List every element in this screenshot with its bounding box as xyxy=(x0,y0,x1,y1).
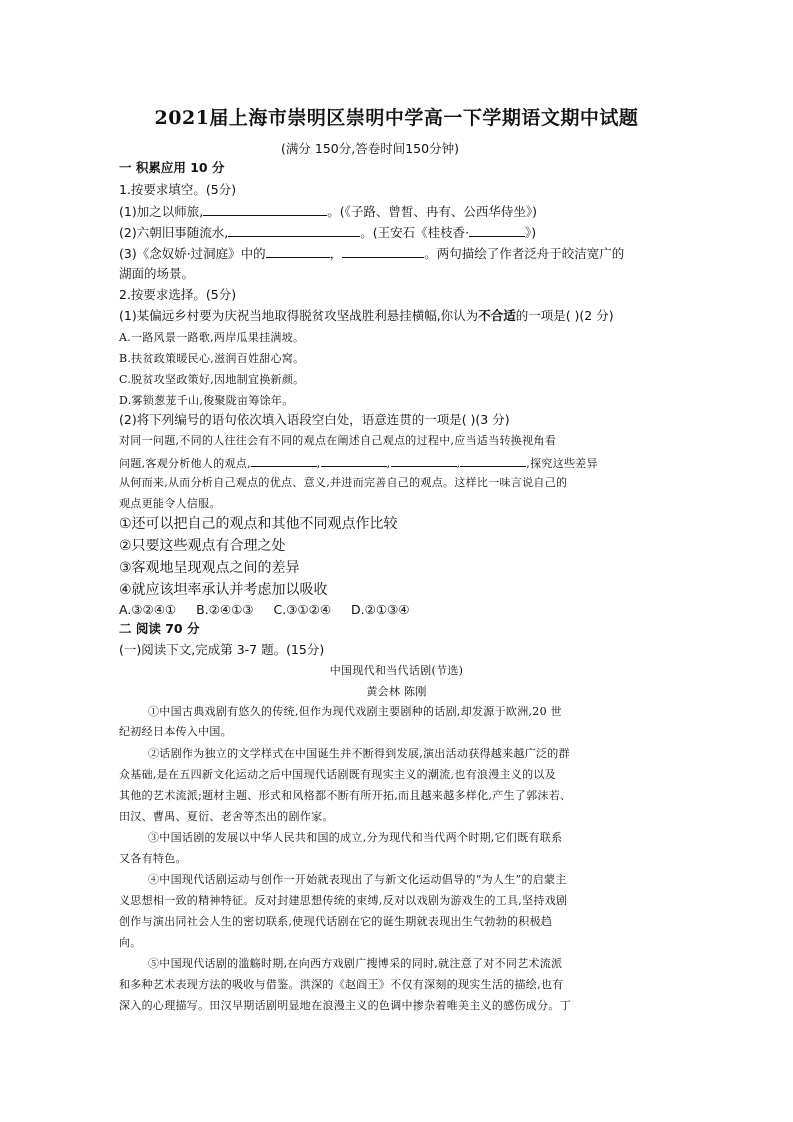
q2-sub2-stem: (2)将下列编号的语句依次填入语段空白处，语意连贯的一项是( )(3 分) xyxy=(119,412,510,427)
sentence-3: ③客观地呈现观点之间的差异 xyxy=(119,560,300,576)
article-paragraph-line: 田汉、曹禺、夏衍、老舍等杰出的剧作家。 xyxy=(119,810,334,823)
q1-item3-mid: ， xyxy=(329,246,343,261)
choice-b: B.②④①③ xyxy=(196,602,254,617)
page-subtitle: (满分 150分,答卷时间150分钟) xyxy=(281,141,459,156)
article-title: 中国现代和当代话剧(节选) xyxy=(329,664,464,677)
answer-blank[interactable] xyxy=(228,224,360,237)
q1-item3-post: 。两句描绘了作者泛舟于皎洁宽广的 xyxy=(424,246,625,261)
article-paragraph-line: 和多种艺术表现方法的吸收与借鉴。洪深的《赵阎王》不仅有深刻的现实生活的描绘,也有 xyxy=(119,978,564,991)
article-paragraph-line: 创作与演出同社会人生的密切联系,使现代话剧在它的诞生期就表现出生气勃勃的积极趋 xyxy=(119,915,553,928)
part1-stem: (一)阅读下文,完成第 3-7 题。(15分) xyxy=(119,642,325,657)
q1-stem: 1.按要求填空。(5分) xyxy=(119,182,237,197)
q2-sub1-option-b: B.扶贫政策暖民心,滋润百姓甜心窝。 xyxy=(119,352,305,365)
q2-sub1-pre: (1)某偏远乡村要为庆祝当地取得脱贫攻坚战胜利悬挂横幅,你认为 xyxy=(119,308,479,323)
q1-item3-pre: (3)《念奴娇·过洞庭》中的 xyxy=(119,246,266,261)
q1-item2-post2: 》) xyxy=(525,225,537,240)
q2-stem: 2.按要求选择。(5分) xyxy=(119,287,237,302)
page-title: 2021届上海市崇明区崇明中学高一下学期语文期中试题 xyxy=(154,107,639,129)
q2-sub1-emphasis: 不合适 xyxy=(478,308,516,323)
article-paragraph-line: 众基础,是在五四新文化运动之后中国现代话剧既有现实主义的潮流,也有浪漫主义的以及 xyxy=(119,768,556,781)
article-paragraph-line: ①中国古典戏剧有悠久的传统,但作为现代戏剧主要剧种的话剧,却发源于欧洲,20 世 xyxy=(148,705,562,718)
q2-sub1-option-a: A.一路风景一路歌,两岸瓜果挂满坡。 xyxy=(119,331,305,344)
article-paragraph-line: 向。 xyxy=(119,936,142,949)
q1-item2-pre: (2)六朝旧事随流水, xyxy=(119,225,229,240)
q2-sub1-option-d: D.雾锁葱茏千山,俊聚陇亩筹馀年。 xyxy=(119,394,294,407)
choice-c: C.③①②④ xyxy=(273,602,332,617)
answer-blank[interactable] xyxy=(391,454,457,467)
answer-blank[interactable] xyxy=(460,454,526,467)
q1-item1 xyxy=(119,203,537,220)
article-paragraph-line: 义思想相一致的精神特征。反对封建思想传统的束缚,反对以戏剧为游戏生的工具,坚持戏剧 xyxy=(119,894,568,907)
choice-a: A.③②④① xyxy=(119,602,177,617)
q2-sub1-option-c: C.脱贫攻坚政策好,因地制宜换新颜。 xyxy=(119,373,305,386)
sentence-4: ④就应该坦率承认并考虑加以吸收 xyxy=(119,582,328,598)
article-paragraph-line: 纪初经日本传入中国。 xyxy=(119,725,232,738)
q2-sub2-para2b: ,探究这些差异 xyxy=(526,457,598,470)
choice-d: D.②①③④ xyxy=(351,602,410,617)
q1-item3 xyxy=(119,245,624,262)
q2-sub2-para-line2: 问题,客观分析他人的观点, , , , ,探究这些差异 xyxy=(119,454,598,472)
q2-sub1-post: 的一项是( )(2 分) xyxy=(515,308,614,323)
q2-sub2-para-line1: 对同一问题,不同的人往往会有不同的观点在阐述自己观点的过程中,应当适当转换视角看 xyxy=(119,434,556,447)
answer-blank[interactable] xyxy=(321,454,387,467)
q1-item3-cont: 湖面的场景。 xyxy=(119,266,195,281)
answer-blank[interactable] xyxy=(251,454,317,467)
q1-item2 xyxy=(119,224,536,241)
answer-blank[interactable] xyxy=(342,245,424,258)
article-paragraph-line: ②话剧作为独立的文学样式在中国诞生并不断得到发展,演出活动获得越来越广泛的群 xyxy=(148,747,570,760)
q2-sub2-para-line3: 从何而来,从而分析自己观点的优点、意义,并进而完善自己的观点。这样比一味言说自己的 xyxy=(119,476,568,489)
answer-blank[interactable] xyxy=(266,245,330,258)
sentence-1: ①还可以把自己的观点和其他不同观点作比较 xyxy=(119,516,398,532)
q2-sub2-choices xyxy=(119,602,429,618)
answer-blank[interactable] xyxy=(469,224,525,237)
q2-sub1-stem xyxy=(119,308,614,324)
section2-heading: 二 阅读 70 分 xyxy=(119,621,200,636)
article-paragraph-line: 其他的艺术流派;题材主题、形式和风格都不断有所开拓,而且越来越多样化,产生了郭沫若、 xyxy=(119,789,572,802)
article-paragraph-line: ③中国话剧的发展以中华人民共和国的成立,分为现代和当代两个时期,它们既有联系 xyxy=(148,831,563,844)
article-paragraph-line: ⑤中国现代话剧的滥觞时期,在向西方戏剧广搜博采的同时,就注意了对不同艺术流派 xyxy=(148,957,563,970)
q2-sub2-para2a: 问题,客观分析他人的观点, xyxy=(119,457,251,470)
sentence-2: ②只要这些观点有合理之处 xyxy=(119,538,286,554)
answer-blank[interactable] xyxy=(203,203,327,216)
q1-item2-post: 。(王安石《桂枝香· xyxy=(360,225,470,240)
section1-heading: 一 积累应用 10 分 xyxy=(119,160,225,175)
article-authors: 黄会林 陈刚 xyxy=(366,685,427,698)
article-paragraph-line: 又各有特色。 xyxy=(119,852,187,865)
q1-item1-post: 。(《子路、曾皙、冉有、公西华侍坐》) xyxy=(327,204,537,219)
article-paragraph-line: 深入的心理描写。田汉早期话剧明显地在浪漫主义的色调中掺杂着唯美主义的感伤成分。丁 xyxy=(119,999,571,1012)
article-paragraph-line: ④中国现代话剧运动与创作一开始就表现出了与新文化运动倡导的“为人生”的启蒙主 xyxy=(148,873,567,886)
q1-item1-pre: (1)加之以师旅, xyxy=(119,204,204,219)
q2-sub2-para-line4: 观点更能令人信服。 xyxy=(119,497,221,510)
